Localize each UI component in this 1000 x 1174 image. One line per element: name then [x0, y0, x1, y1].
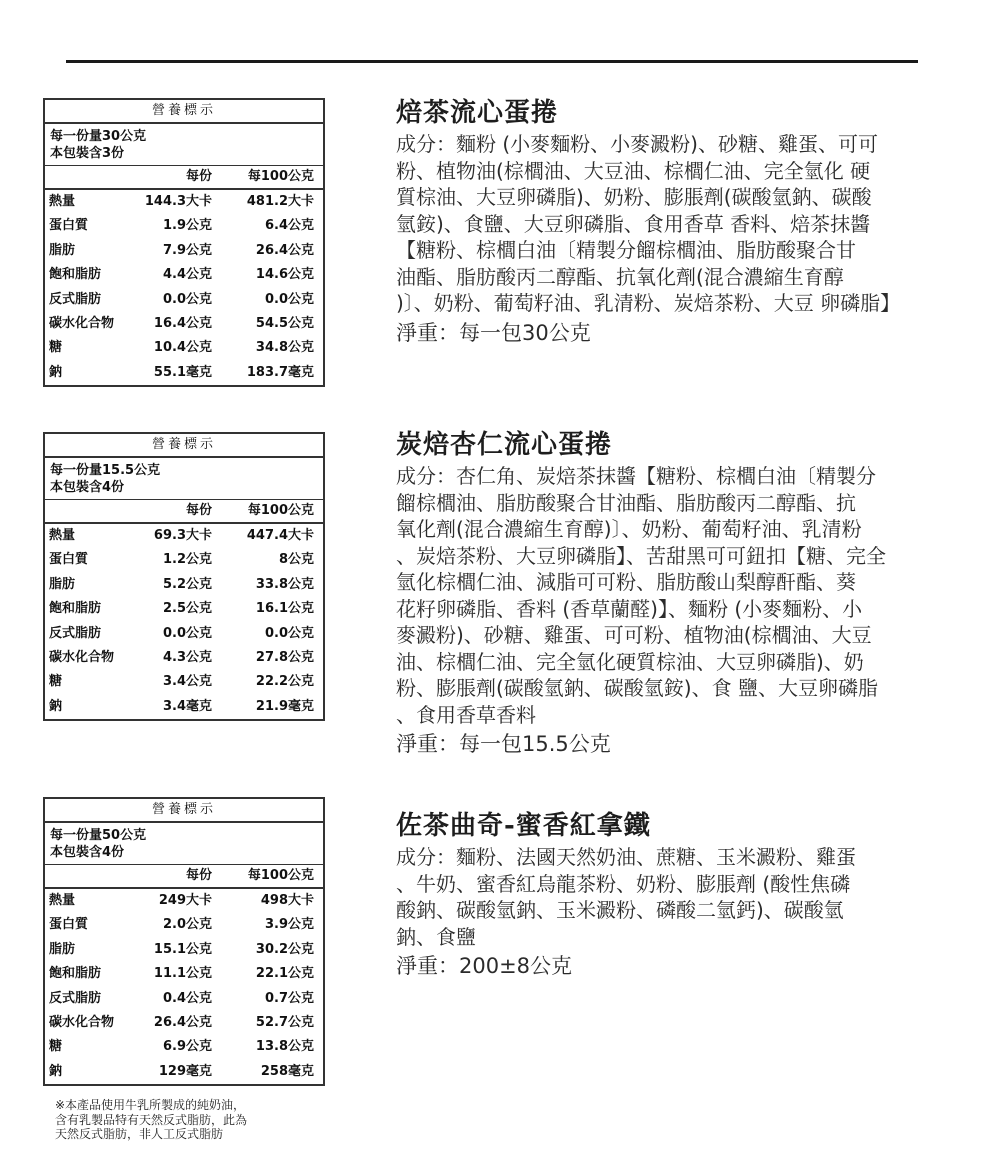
nutrient-name: 蛋白質: [49, 552, 89, 568]
value-per-serving: 15.1公克: [153, 941, 212, 957]
serving-size: 每一份量30公克: [50, 129, 147, 144]
nutrition-row: [45, 1035, 323, 1059]
nutrition-row: [45, 336, 323, 360]
col-per-serving: 每份: [185, 868, 212, 883]
value-per-serving: 10.4公克: [153, 340, 212, 356]
value-per-serving: 4.3公克: [162, 649, 212, 665]
value-per-100g: 14.6公克: [255, 267, 314, 283]
nutrition-row: [45, 938, 323, 962]
value-per-100g: 54.5公克: [255, 315, 314, 331]
value-per-serving: 0.0公克: [162, 291, 212, 307]
nutrient-name: 蛋白質: [49, 218, 89, 234]
value-per-serving: 4.4公克: [162, 267, 212, 283]
nutrient-name: 脂肪: [49, 941, 76, 957]
value-per-100g: 30.2公克: [255, 941, 314, 957]
value-per-100g: 34.8公克: [255, 340, 314, 356]
nutrition-row: [45, 573, 323, 597]
nutrition-row: [45, 361, 323, 385]
value-per-serving: 69.3大卡: [153, 528, 212, 543]
value-per-serving: 0.4公克: [162, 990, 212, 1006]
nutrient-name: 飽和脂肪: [49, 966, 102, 982]
value-per-100g: 447.4大卡: [246, 528, 314, 543]
nutrition-table-1: [43, 98, 325, 387]
servings-per-pack: 本包裝含4份: [50, 845, 125, 860]
nutrient-name: 反式脂肪: [49, 625, 102, 641]
nutrition-title: 營養標示: [45, 434, 323, 458]
nutrition-header: [45, 500, 323, 524]
product-net-weight: 淨重：每一包30公克: [396, 320, 591, 345]
nutrition-row: [45, 987, 323, 1011]
nutrient-name: 飽和脂肪: [49, 267, 102, 283]
nutrient-name: 碳水化合物: [49, 1014, 115, 1030]
col-per-serving: 每份: [185, 169, 212, 184]
nutrition-row: [45, 1011, 323, 1035]
nutrient-name: 蛋白質: [49, 917, 89, 933]
nutrition-row: [45, 695, 323, 719]
nutrition-row: [45, 597, 323, 621]
top-divider: [66, 60, 918, 63]
value-per-100g: 52.7公克: [255, 1014, 314, 1030]
nutrient-name: 碳水化合物: [49, 649, 115, 665]
nutrition-row: [45, 524, 323, 548]
nutrition-row: [45, 889, 323, 913]
nutrient-name: 脂肪: [49, 242, 76, 258]
servings-per-pack: 本包裝含3份: [50, 146, 125, 161]
serving-info: [45, 124, 323, 166]
product-ingredients: 成分：麵粉 (小麥麵粉、小麥澱粉)、砂糖、雞蛋、可可 粉、植物油(棕櫚油、大豆油、棕櫚仁油、完全氫化 硬 質棕油、大豆卵磷脂)、奶粉、膨脹劑(碳酸氫鈉、碳酸 氫銨)、食鹽、大豆卵磷脂、食用香草 香料、焙茶抹醬 【糖粉、棕櫚白油〔精製分餾棕櫚油、脂肪酸聚合甘 油酯、脂肪酸丙二醇酯、抗氧化劑(混合濃縮生育醇 )〕、奶粉、葡萄籽油、乳清粉、炭焙茶粉、大豆 卵磷脂】: [396, 132, 901, 315]
col-per-100g: 每100公克: [247, 169, 314, 184]
product-title: 佐茶曲奇-蜜香紅拿鐵: [396, 811, 651, 841]
value-per-serving: 144.3大卡: [144, 194, 212, 209]
value-per-100g: 21.9毫克: [255, 698, 314, 714]
product-3: [396, 809, 956, 981]
nutrition-title: 營養標示: [45, 100, 323, 124]
nutrient-name: 反式脂肪: [49, 990, 102, 1006]
serving-size: 每一份量15.5公克: [50, 463, 161, 478]
value-per-100g: 22.2公克: [255, 674, 314, 690]
serving-size: 每一份量50公克: [50, 828, 147, 843]
product-net-weight: 淨重：每一包15.5公克: [396, 732, 611, 756]
value-per-100g: 33.8公克: [255, 576, 314, 592]
nutrient-name: 熱量: [49, 893, 76, 908]
serving-info: [45, 823, 323, 865]
nutrient-name: 反式脂肪: [49, 291, 102, 307]
product-2: [396, 428, 956, 759]
nutrient-name: 糖: [49, 340, 63, 356]
nutrition-row: [45, 913, 323, 937]
value-per-100g: 183.7毫克: [246, 364, 314, 380]
value-per-100g: 22.1公克: [255, 966, 314, 982]
nutrition-rows: [45, 190, 323, 385]
value-per-serving: 11.1公克: [153, 966, 212, 982]
value-per-100g: 16.1公克: [255, 601, 314, 617]
trans-fat-footnote: ※本產品使用牛乳所製成的純奶油， 含有乳製品特有天然反式脂肪，此為 天然反式脂肪，非人工反式脂肪: [55, 1098, 248, 1141]
value-per-serving: 3.4公克: [162, 674, 212, 690]
value-per-serving: 2.0公克: [162, 917, 212, 933]
nutrition-row: [45, 646, 323, 670]
value-per-serving: 2.5公克: [162, 601, 212, 617]
value-per-serving: 16.4公克: [153, 315, 212, 331]
value-per-100g: 27.8公克: [255, 649, 314, 665]
value-per-100g: 0.0公克: [264, 625, 314, 641]
product-title: 炭焙杏仁流心蛋捲: [396, 430, 613, 460]
value-per-100g: 481.2大卡: [246, 194, 314, 209]
nutrition-table-3: [43, 797, 325, 1086]
value-per-serving: 0.0公克: [162, 625, 212, 641]
nutrition-row: [45, 962, 323, 986]
value-per-100g: 0.7公克: [264, 990, 314, 1006]
value-per-100g: 8公克: [278, 552, 314, 568]
nutrition-row: [45, 263, 323, 287]
nutrient-name: 熱量: [49, 194, 76, 209]
nutrient-name: 鈉: [49, 1063, 63, 1079]
nutrient-name: 飽和脂肪: [49, 601, 102, 617]
nutrient-name: 脂肪: [49, 576, 76, 592]
nutrition-row: [45, 190, 323, 214]
value-per-100g: 13.8公克: [255, 1039, 314, 1055]
nutrition-row: [45, 214, 323, 238]
nutrition-row: [45, 288, 323, 312]
value-per-serving: 1.2公克: [162, 552, 212, 568]
nutrition-rows: [45, 524, 323, 719]
value-per-100g: 498大卡: [260, 893, 314, 908]
nutrient-name: 鈉: [49, 364, 63, 380]
nutrition-row: [45, 1060, 323, 1084]
value-per-100g: 3.9公克: [264, 917, 314, 933]
nutrient-name: 熱量: [49, 528, 76, 543]
product-ingredients: 成分：麵粉、法國天然奶油、蔗糖、玉米澱粉、雞蛋 、牛奶、蜜香紅烏龍茶粉、奶粉、膨脹劑 (酸性焦磷 酸鈉、碳酸氫鈉、玉米澱粉、磷酸二氫鈣)、碳酸氫 鈉、食鹽: [396, 845, 856, 949]
nutrition-row: [45, 548, 323, 572]
servings-per-pack: 本包裝含4份: [50, 480, 125, 495]
value-per-100g: 0.0公克: [264, 291, 314, 307]
nutrition-row: [45, 312, 323, 336]
value-per-serving: 1.9公克: [162, 218, 212, 234]
value-per-serving: 55.1毫克: [153, 364, 212, 380]
value-per-serving: 5.2公克: [162, 576, 212, 592]
product-1: [396, 96, 956, 348]
nutrition-header: [45, 865, 323, 889]
col-per-100g: 每100公克: [247, 868, 314, 883]
nutrition-table-2: [43, 432, 325, 721]
nutrition-header: [45, 166, 323, 190]
nutrient-name: 碳水化合物: [49, 315, 115, 331]
nutrient-name: 糖: [49, 674, 63, 690]
value-per-serving: 7.9公克: [162, 242, 212, 258]
col-per-100g: 每100公克: [247, 503, 314, 518]
nutrient-name: 糖: [49, 1039, 63, 1055]
nutrition-rows: [45, 889, 323, 1084]
value-per-100g: 258毫克: [260, 1063, 314, 1079]
col-per-serving: 每份: [185, 503, 212, 518]
value-per-serving: 249大卡: [158, 893, 212, 908]
value-per-100g: 6.4公克: [264, 218, 314, 234]
nutrition-title: 營養標示: [45, 799, 323, 823]
nutrition-row: [45, 622, 323, 646]
nutrition-row: [45, 239, 323, 263]
value-per-100g: 26.4公克: [255, 242, 314, 258]
product-net-weight: 淨重：200±8公克: [396, 954, 573, 978]
nutrition-row: [45, 670, 323, 694]
value-per-serving: 3.4毫克: [162, 698, 212, 714]
serving-info: [45, 458, 323, 500]
value-per-serving: 6.9公克: [162, 1039, 212, 1055]
nutrient-name: 鈉: [49, 698, 63, 714]
product-title: 焙茶流心蛋捲: [396, 98, 559, 128]
value-per-serving: 26.4公克: [153, 1014, 212, 1030]
product-ingredients: 成分：杏仁角、炭焙茶抹醬【糖粉、棕櫚白油〔精製分 餾棕櫚油、脂肪酸聚合甘油酯、脂肪酸丙二醇酯、抗 氧化劑(混合濃縮生育醇)〕、奶粉、葡萄籽油、乳清粉 、炭焙茶粉、大豆卵磷脂】、苦甜黑可可鈕扣【糖、完全 氫化棕櫚仁油、減脂可可粉、脂肪酸山梨醇酐酯、葵 花籽卵磷脂、香料 (香草蘭醛)】、麵粉 (小麥麵粉、小 麥澱粉)、砂糖、雞蛋、可可粉、植物油(棕櫚油、大豆 油、棕櫚仁油、完全氫化硬質棕油、大豆卵磷脂)、奶 粉、膨脹劑(碳酸氫鈉、碳酸氫銨)、食 鹽、大豆卵磷脂 、食用香草香料: [396, 464, 886, 727]
value-per-serving: 129毫克: [158, 1063, 212, 1079]
